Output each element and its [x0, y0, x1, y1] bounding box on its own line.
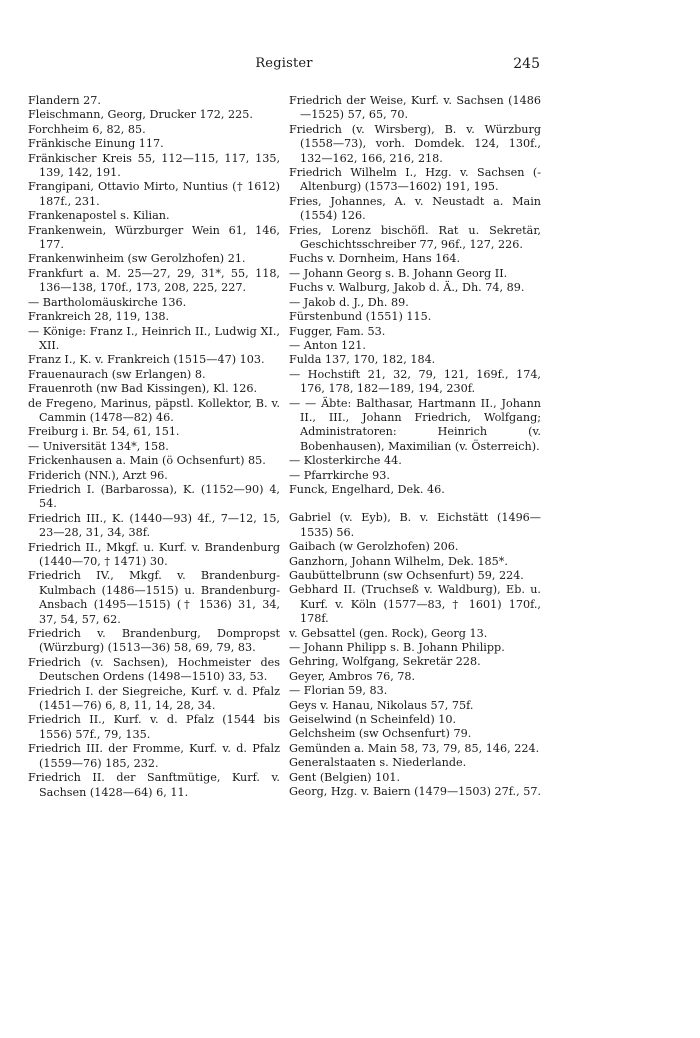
index-entry: Fries, Johannes, A. v. Neustadt a. Main (1554) 126. — [289, 194, 541, 223]
index-entry: Frangipani, Ottavio Mirto, Nuntius († 1612) 187f., 231. — [28, 180, 280, 208]
index-entry: — Klosterkirche 44. — [289, 454, 402, 468]
index-section-g — [289, 511, 541, 799]
index-entry: Fürstenbund (1551) 115. — [289, 310, 432, 324]
index-entry: Friedrich II. der Sanftmütige, Kurf. v. Sachsen (1428—64) 6, 11. — [28, 771, 280, 799]
index-entry: Friedrich II., Kurf. v. d. Pfalz (1544 bis 1556) 57f., 79, 135. — [28, 713, 280, 741]
index-entry: Fulda 137, 170, 182, 184. — [289, 353, 436, 367]
index-entry: Friderich (NN.), Arzt 96. — [28, 468, 168, 482]
section-gap — [289, 497, 541, 511]
index-entry: — Universität 134*, 158. — [28, 439, 169, 453]
index-entry: — Könige: Franz I., Heinrich II., Ludwig XI., XII. — [28, 324, 280, 352]
index-entry: Friedrich I. der Siegreiche, Kurf. v. d. Pfalz (1451—76) 6, 8, 11, 14, 28, 34. — [28, 684, 280, 713]
index-entry: Fuchs v. Walburg, Jakob d. Ä., Dh. 74, 89. — [289, 281, 525, 295]
index-entry: Frauenaurach (sw Erlangen) 8. — [28, 367, 206, 381]
index-section-f — [289, 94, 541, 497]
index-entry: Freiburg i. Br. 54, 61, 151. — [28, 425, 180, 439]
index-entry: Gaubüttelbrunn (sw Ochsenfurt) 59, 224. — [289, 569, 524, 582]
index-entry: Gabriel (v. Eyb), B. v. Eichstätt (1496—1535) 56. — [289, 511, 541, 539]
index-entry: Fries, Lorenz bischöfl. Rat u. Sekretär, Geschichtsschreiber 77, 96f., 127, 226. — [289, 223, 541, 252]
index-entry: Friedrich (v. Wirsberg), B. v. Würzburg (1558—73), vorh. Domdek. 124, 130f., 132—162, 166, 216, 218. — [289, 122, 541, 165]
index-entry: Frankenwein, Würzburger Wein 61, 146, 177. — [28, 223, 280, 252]
index-entry: Franz I., K. v. Frankreich (1515—47) 103. — [28, 353, 265, 367]
index-column-left — [28, 94, 280, 800]
index-entry: Fränkische Einung 117. — [28, 137, 164, 151]
index-entry: Frankfurt a. M. 25—27, 29, 31*, 55, 118, 136—138, 170f., 173, 208, 225, 227. — [28, 266, 280, 295]
index-entry: Friedrich der Weise, Kurf. v. Sachsen (1486—1525) 57, 65, 70. — [289, 94, 541, 122]
index-entry: Friedrich (v. Sachsen), Hochmeister des Deutschen Ordens (1498—1510) 33, 53. — [28, 655, 280, 684]
index-entry: Friedrich IV., Mkgf. v. Brandenburg-Kulmbach (1486—1515) u. Brandenburg-Ansbach (1495—1515) († 1536) 31, 34, 37, 54, 57, 62. — [28, 569, 280, 626]
index-entry: Forchheim 6, 82, 85. — [28, 122, 146, 136]
index-entry: Georg, Hzg. v. Baiern (1479—1503) 27f., 57. — [289, 785, 541, 799]
index-entry: Ganzhorn, Johann Wilhelm, Dek. 185*. — [289, 554, 508, 568]
index-entry: Gent (Belgien) 101. — [289, 770, 400, 784]
index-entry: Gemünden a. Main 58, 73, 79, 85, 146, 224. — [289, 741, 540, 755]
index-entry: Flandern 27. — [28, 94, 101, 107]
index-entry: Fränkischer Kreis 55, 112—115, 117, 135, 139, 142, 191. — [28, 151, 280, 180]
index-entry: Geyer, Ambros 76, 78. — [289, 669, 416, 683]
index-entry: Geys v. Hanau, Nikolaus 57, 75f. — [289, 698, 474, 712]
index-entry: Geiselwind (n Scheinfeld) 10. — [289, 713, 457, 727]
index-entry: Funck, Engelhard, Dek. 46. — [289, 482, 445, 496]
index-entry: — Johann Philipp s. B. Johann Philipp. — [289, 641, 505, 655]
index-entry: — Pfarrkirche 93. — [289, 468, 390, 482]
running-title: Register — [255, 56, 313, 71]
index-entry: Fuchs v. Dornheim, Hans 164. — [289, 252, 461, 266]
index-entry: — — Äbte: Balthasar, Hartmann II., Johann II., III., Johann Friedrich, Wolfgang; Administratoren: Heinrich (v. Bobenhausen), Maximilian (v. Österreich). — [289, 396, 541, 453]
index-entry: — Bartholomäuskirche 136. — [28, 295, 187, 309]
index-entry: Friedrich III., K. (1440—93) 4f., 7—12, 15, 23—28, 31, 34, 38f. — [28, 511, 280, 540]
index-entry: Friedrich III. der Fromme, Kurf. v. d. Pfalz (1559—76) 185, 232. — [28, 742, 280, 770]
index-entry: Frankenapostel s. Kilian. — [28, 209, 170, 223]
index-entry: — Anton 121. — [289, 338, 366, 352]
index-entry: Frauenroth (nw Bad Kissingen), Kl. 126. — [28, 382, 258, 396]
index-entry: — Florian 59, 83. — [289, 684, 388, 698]
index-entry: Frickenhausen a. Main (ö Ochsenfurt) 85. — [28, 454, 266, 468]
index-entry: Frankreich 28, 119, 138. — [28, 310, 170, 324]
index-entry: Gelchsheim (sw Ochsenfurt) 79. — [289, 727, 472, 741]
index-entry: Fleischmann, Georg, Drucker 172, 225. — [28, 108, 253, 122]
index-entry: — Hochstift 21, 32, 79, 121, 169f., 174, 176, 178, 182—189, 194, 230f. — [289, 367, 541, 396]
index-entry: Friedrich II., Mkgf. u. Kurf. v. Brandenburg (1440—70, † 1471) 30. — [28, 540, 280, 568]
page-header — [28, 56, 540, 76]
index-entry: Gehring, Wolfgang, Sekretär 228. — [289, 655, 481, 669]
index-entry: Frankenwinheim (sw Gerolzhofen) 21. — [28, 252, 246, 266]
index-entry: Gaibach (w Gerolzhofen) 206. — [289, 540, 459, 554]
index-entry: Gebhard II. (Truchseß v. Waldburg), Eb. u. Kurf. v. Köln (1577—83, † 1601) 170f., 178f. — [289, 583, 541, 626]
page-number: 245 — [513, 56, 540, 72]
index-entry: de Fregeno, Marinus, päpstl. Kollektor, B. v. Cammin (1478—82) 46. — [28, 396, 280, 424]
index-entry: Friedrich v. Brandenburg, Dompropst (Würzburg) (1513—36) 58, 69, 79, 83. — [28, 627, 280, 655]
index-entry: — Jakob d. J., Dh. 89. — [289, 295, 409, 309]
index-entry: v. Gebsattel (gen. Rock), Georg 13. — [289, 626, 488, 640]
index-entry: Fugger, Fam. 53. — [289, 324, 386, 338]
index-entry: Generalstaaten s. Niederlande. — [289, 756, 467, 770]
index-entry: Friedrich I. (Barbarossa), K. (1152—90) 4, 54. — [28, 482, 280, 511]
index-entry: — Johann Georg s. B. Johann Georg II. — [289, 266, 508, 280]
index-entry: Friedrich Wilhelm I., Hzg. v. Sachsen (-Altenburg) (1573—1602) 191, 195. — [289, 166, 541, 194]
index-column-right — [289, 94, 541, 800]
